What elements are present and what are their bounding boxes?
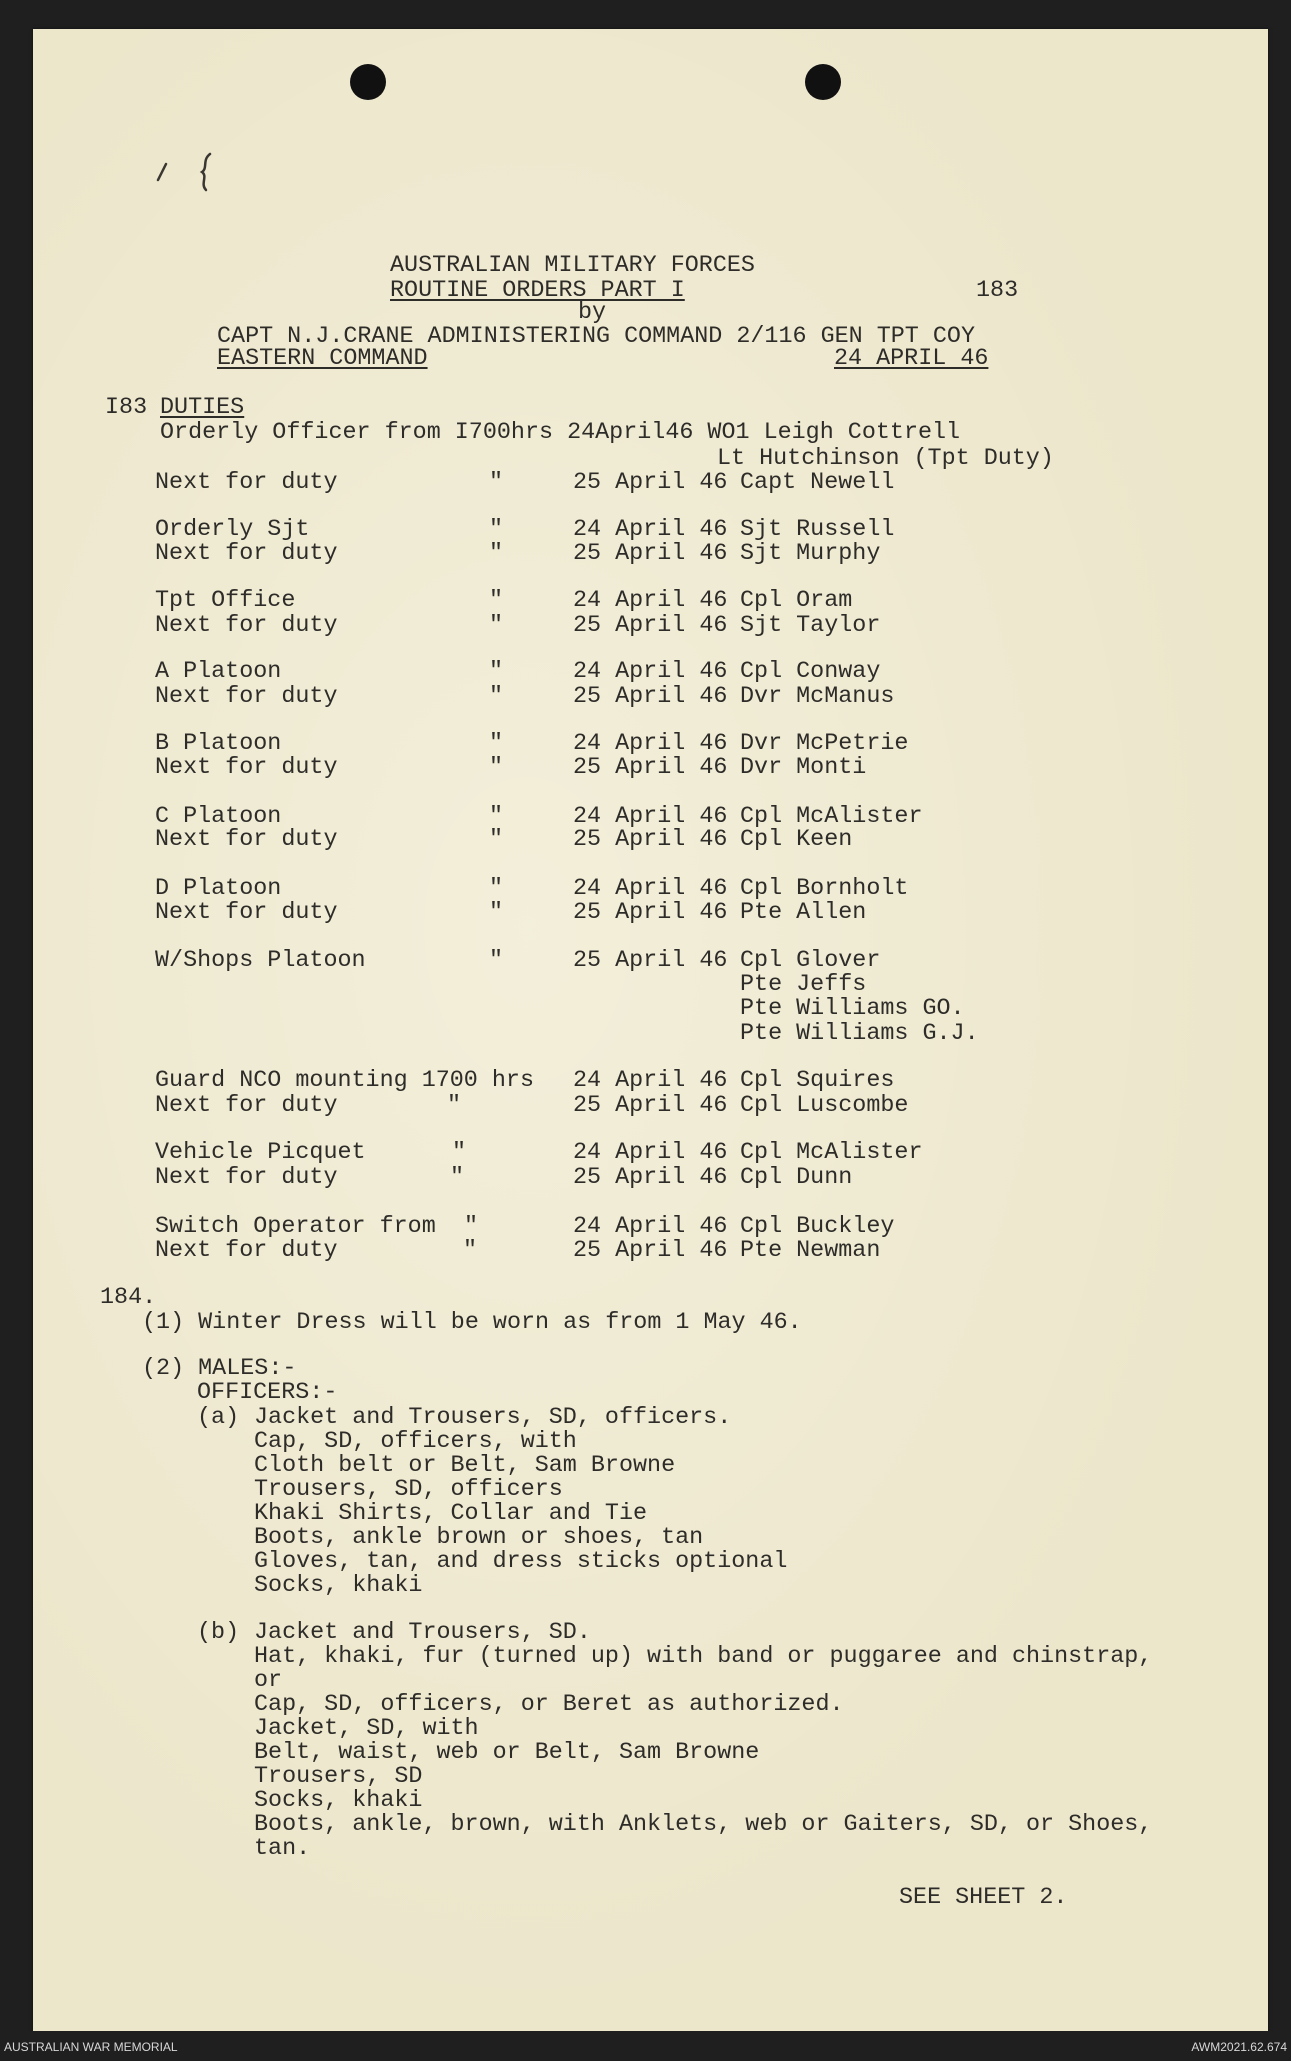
ditto-mark: "	[489, 876, 504, 902]
duty-name: Dvr Monti	[740, 755, 867, 781]
page-number: 183	[976, 278, 1019, 304]
duty-name: Cpl Dunn	[740, 1165, 853, 1191]
duty-label: A Platoon	[155, 659, 282, 685]
duty-name: Pte Newman	[740, 1238, 881, 1264]
dress-line: Jacket and Trousers, SD.	[254, 1620, 591, 1646]
duty-label: Next for duty	[155, 900, 338, 926]
ditto-mark: "	[489, 827, 504, 853]
continuation-note: SEE SHEET 2.	[899, 1885, 1068, 1911]
issuing-authority: CAPT N.J.CRANE ADMINISTERING COMMAND 2/116 GEN TPT COY	[217, 324, 975, 350]
dress-line: or	[254, 1668, 283, 1694]
duty-row	[0, 658, 1291, 686]
duty-date: 24 April 46	[573, 588, 728, 614]
ditto-mark: "	[489, 470, 504, 496]
punch-hole	[805, 64, 841, 100]
dress-line: Cap, SD, officers, or Beret as authorized.	[254, 1692, 844, 1718]
duty-row	[0, 754, 1291, 782]
duty-row-extra	[0, 995, 1291, 1023]
ditto-mark: "	[489, 755, 504, 781]
duty-label: C Platoon	[155, 804, 282, 830]
subitem-marker-b: (b)	[197, 1620, 240, 1646]
dress-line: Socks, khaki	[254, 1573, 423, 1599]
duty-name: Pte Jeffs	[740, 972, 867, 998]
duty-row	[0, 587, 1291, 615]
duty-date: 24 April 46	[573, 1214, 728, 1240]
duty-date: 25 April 46	[573, 1165, 728, 1191]
ditto-mark: "	[489, 900, 504, 926]
dress-line: Boots, ankle, brown, with Anklets, web or Gaiters, SD, or Shoes,	[254, 1812, 1153, 1838]
duty-row-extra	[0, 1020, 1291, 1048]
duty-name: Pte Williams GO.	[740, 996, 965, 1022]
dress-line: Trousers, SD	[254, 1764, 423, 1790]
duty-label: Next for duty	[155, 755, 338, 781]
duty-label: Next for duty	[155, 613, 338, 639]
ditto-mark: "	[489, 588, 504, 614]
ditto-mark: "	[489, 731, 504, 757]
dress-line: Cap, SD, officers, with	[254, 1429, 577, 1455]
archive-reference: AWM2021.62.674	[1191, 2040, 1287, 2054]
dress-item-1: (1) Winter Dress will be worn as from 1 May 46.	[142, 1310, 802, 1336]
dress-line: Jacket and Trousers, SD, officers.	[254, 1405, 732, 1431]
document-subtitle: ROUTINE ORDERS PART I	[390, 278, 685, 304]
duty-name: Dvr McManus	[740, 684, 895, 710]
duty-date: 25 April 46	[573, 613, 728, 639]
duty-date: 25 April 46	[573, 684, 728, 710]
duty-label: Next for duty	[155, 827, 338, 853]
duty-label: Next for duty	[155, 470, 338, 496]
ditto-mark: "	[489, 541, 504, 567]
duty-label: Guard NCO mounting 1700 hrs	[155, 1068, 534, 1094]
duty-name: Cpl Keen	[740, 827, 853, 853]
duty-name: Cpl McAlister	[740, 1140, 923, 1166]
duty-label: Next for duty	[155, 541, 338, 567]
duty-label: Switch Operator from	[155, 1214, 436, 1240]
duty-name: Capt Newell	[740, 470, 895, 496]
orderly-officer-extra: Lt Hutchinson (Tpt Duty)	[717, 446, 1054, 472]
archive-name: AUSTRALIAN WAR MEMORIAL	[4, 2040, 178, 2054]
ditto-mark: "	[489, 659, 504, 685]
pencil-mark	[150, 148, 240, 198]
ditto-mark: "	[464, 1214, 479, 1240]
duty-label: Next for duty	[155, 684, 338, 710]
duty-name: Sjt Taylor	[740, 613, 881, 639]
dress-line: Boots, ankle brown or shoes, tan	[254, 1525, 704, 1551]
duty-label: D Platoon	[155, 876, 282, 902]
duty-date: 24 April 46	[573, 876, 728, 902]
dress-line: Gloves, tan, and dress sticks optional	[254, 1549, 788, 1575]
ditto-mark: "	[447, 1093, 462, 1119]
dress-line: Hat, khaki, fur (turned up) with band or puggaree and chinstrap,	[254, 1644, 1153, 1670]
duty-row	[0, 1237, 1291, 1265]
duty-name: Pte Allen	[740, 900, 867, 926]
ditto-mark: "	[489, 948, 504, 974]
section-heading: DUTIES	[160, 395, 245, 421]
duty-label: Next for duty	[155, 1093, 338, 1119]
ditto-mark: "	[489, 804, 504, 830]
duty-row	[0, 1067, 1291, 1095]
duty-name: Cpl McAlister	[740, 804, 923, 830]
duty-row	[0, 540, 1291, 568]
duty-row	[0, 469, 1291, 497]
duty-name: Cpl Buckley	[740, 1214, 895, 1240]
duty-row	[0, 612, 1291, 640]
duty-label: B Platoon	[155, 731, 282, 757]
duty-date: 24 April 46	[573, 1140, 728, 1166]
dress-item-2: (2) MALES:-	[142, 1356, 297, 1382]
duty-row	[0, 826, 1291, 854]
dress-line: Jacket, SD, with	[254, 1716, 479, 1742]
dress-line: Cloth belt or Belt, Sam Browne	[254, 1453, 676, 1479]
dress-list-b	[254, 1621, 1152, 1861]
dress-line: Trousers, SD, officers	[254, 1477, 563, 1503]
duty-date: 25 April 46	[573, 900, 728, 926]
section-number: 184.	[100, 1285, 157, 1311]
duty-label: Tpt Office	[155, 588, 296, 614]
duty-label: Orderly Sjt	[155, 517, 310, 543]
duty-date: 24 April 46	[573, 1068, 728, 1094]
duty-name: Cpl Conway	[740, 659, 881, 685]
duty-row	[0, 1092, 1291, 1120]
duty-date: 25 April 46	[573, 1238, 728, 1264]
archive-footer	[0, 2031, 1291, 2061]
ditto-mark: "	[450, 1165, 465, 1191]
duty-name: Cpl Luscombe	[740, 1093, 909, 1119]
dress-list-a	[254, 1406, 787, 1598]
duty-date: 25 April 46	[573, 755, 728, 781]
duty-date: 25 April 46	[573, 827, 728, 853]
duty-date: 25 April 46	[573, 541, 728, 567]
duty-label: Vehicle Picquet	[155, 1140, 366, 1166]
duty-name: Cpl Bornholt	[740, 876, 909, 902]
duty-name: Sjt Russell	[740, 517, 895, 543]
document-title: AUSTRALIAN MILITARY FORCES	[390, 253, 755, 279]
duty-name: Cpl Oram	[740, 588, 853, 614]
punch-hole	[350, 64, 386, 100]
by-line: by	[578, 300, 607, 326]
command-name: EASTERN COMMAND	[217, 346, 428, 372]
dress-line: tan.	[254, 1836, 311, 1862]
duty-date: 24 April 46	[573, 517, 728, 543]
duty-date: 25 April 46	[573, 470, 728, 496]
dress-line: Belt, waist, web or Belt, Sam Browne	[254, 1740, 760, 1766]
duty-label: Next for duty	[155, 1238, 338, 1264]
duty-name: Pte Williams G.J.	[740, 1021, 979, 1047]
ditto-mark: "	[489, 684, 504, 710]
dress-line: Khaki Shirts, Collar and Tie	[254, 1501, 648, 1527]
ditto-mark: "	[452, 1140, 467, 1166]
section-number: I83	[105, 395, 148, 421]
duty-name: Cpl Squires	[740, 1068, 895, 1094]
duty-date: 24 April 46	[573, 659, 728, 685]
ditto-mark: "	[489, 613, 504, 639]
duty-label: Next for duty	[155, 1165, 338, 1191]
duty-date: 24 April 46	[573, 731, 728, 757]
order-date: 24 APRIL 46	[834, 346, 989, 372]
dress-line: Socks, khaki	[254, 1788, 423, 1814]
duty-date: 25 April 46	[573, 948, 728, 974]
officers-heading: OFFICERS:-	[197, 1380, 338, 1406]
duty-date: 25 April 46	[573, 1093, 728, 1119]
duty-name: Dvr McPetrie	[740, 731, 909, 757]
duty-label: W/Shops Platoon	[155, 948, 366, 974]
duty-row	[0, 1139, 1291, 1167]
duty-name: Cpl Glover	[740, 948, 881, 974]
subitem-marker-a: (a)	[197, 1405, 240, 1431]
duty-row	[0, 1164, 1291, 1192]
ditto-mark: "	[463, 1238, 478, 1264]
orderly-officer-line: Orderly Officer from I700hrs 24April46 WO1 Leigh Cottrell	[160, 420, 961, 446]
duty-name: Sjt Murphy	[740, 541, 881, 567]
ditto-mark: "	[489, 517, 504, 543]
duty-row	[0, 899, 1291, 927]
duty-date: 24 April 46	[573, 804, 728, 830]
duty-row	[0, 683, 1291, 711]
